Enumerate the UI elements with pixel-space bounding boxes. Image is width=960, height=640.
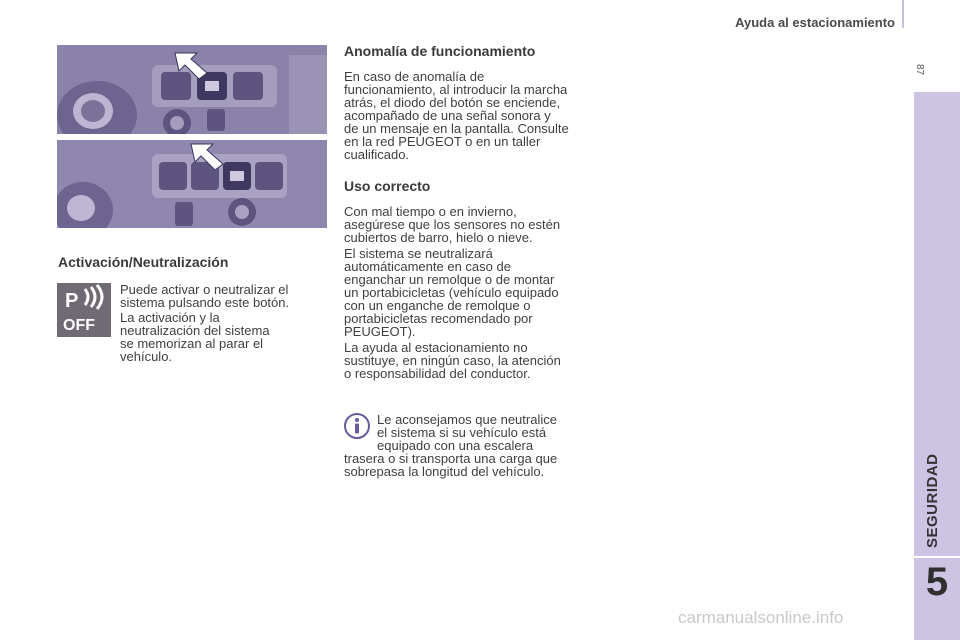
text-line: cubiertos de barro, hielo o nieve. (344, 230, 533, 245)
page-number: 87 (914, 64, 925, 76)
text-line: acompañado de una señal sonora y (344, 108, 551, 123)
text-line: automáticamente en caso de (344, 259, 511, 274)
text-line: equipado con una escalera (377, 438, 534, 453)
info-note-lines-indented (377, 413, 557, 452)
text-line: o responsabilidad del conductor. (344, 366, 531, 381)
text-line: El sistema se neutralizará (344, 246, 493, 261)
chapter-tab-divider (914, 556, 960, 558)
text-line: atrás, el diodo del botón se enciende, (344, 95, 561, 110)
text-line: asegúrese que los sensores no estén (344, 217, 561, 232)
dashboard-photo-top-illustration (57, 45, 327, 134)
activation-heading: Activación/Neutralización (58, 254, 229, 270)
text-line: vehículo. (120, 349, 173, 364)
chapter-tab-label: SEGURIDAD (924, 453, 941, 548)
text-line: La ayuda al estacionamiento no (344, 340, 528, 355)
text-line: de un mensaje en la pantalla. Consulte (344, 121, 569, 136)
text-line: el sistema si su vehículo está (377, 425, 547, 440)
dashboard-photo-bottom-illustration (57, 140, 327, 228)
text-line: En caso de anomalía de (344, 69, 485, 84)
svg-text:P: P (65, 290, 79, 312)
malfunction-paragraph (344, 70, 569, 161)
text-line: sistema pulsando este botón. (120, 295, 290, 310)
text-line: sobrepasa la longitud del vehículo. (344, 464, 545, 479)
text-line: sustituye, en ningún caso, la atención (344, 353, 561, 368)
info-note-lines-full (344, 452, 557, 478)
dashboard-photo-bottom (57, 140, 327, 228)
malfunction-heading: Anomalía de funcionamiento (344, 43, 536, 59)
text-line: se memorizan al parar el (120, 336, 264, 351)
correct-use-paragraph-2 (344, 247, 559, 338)
park-sensor-off-icon (57, 283, 111, 337)
correct-use-heading: Uso correcto (344, 178, 431, 194)
text-line: cualificado. (344, 147, 410, 162)
text-line: neutralización del sistema (120, 323, 270, 338)
text-line: Le aconsejamos que neutralice (377, 412, 557, 427)
activation-paragraph-1 (120, 283, 289, 309)
text-line: portabicicletas recomendado por (344, 311, 533, 326)
info-icon (344, 413, 370, 439)
chapter-number: 5 (925, 560, 949, 604)
text-line: un portabicicletas (vehículo equipado (344, 285, 559, 300)
text-line: PEUGEOT). (344, 324, 416, 339)
running-header: Ayuda al estacionamiento (735, 15, 895, 30)
correct-use-paragraph-3 (344, 341, 561, 380)
text-line: trasera o si transporta una carga que (344, 451, 558, 466)
text-line: con un enganche de remolque o (344, 298, 531, 313)
activation-paragraph-2 (120, 311, 270, 363)
text-line: funcionamiento, al introducir la marcha (344, 82, 568, 97)
text-line: Con mal tiempo o en invierno, (344, 204, 517, 219)
text-line: Puede activar o neutralizar el (120, 282, 289, 297)
text-line: enganchar un remolque o de montar (344, 272, 555, 287)
text-line: La activación y la (120, 310, 220, 325)
watermark: carmanualsonline.info (678, 608, 844, 627)
dashboard-photo-top (57, 45, 327, 134)
correct-use-paragraph-1 (344, 205, 560, 244)
svg-text:OFF: OFF (63, 317, 95, 334)
text-line: en la red PEUGEOT o en un taller (344, 134, 541, 149)
header-divider (902, 0, 904, 28)
